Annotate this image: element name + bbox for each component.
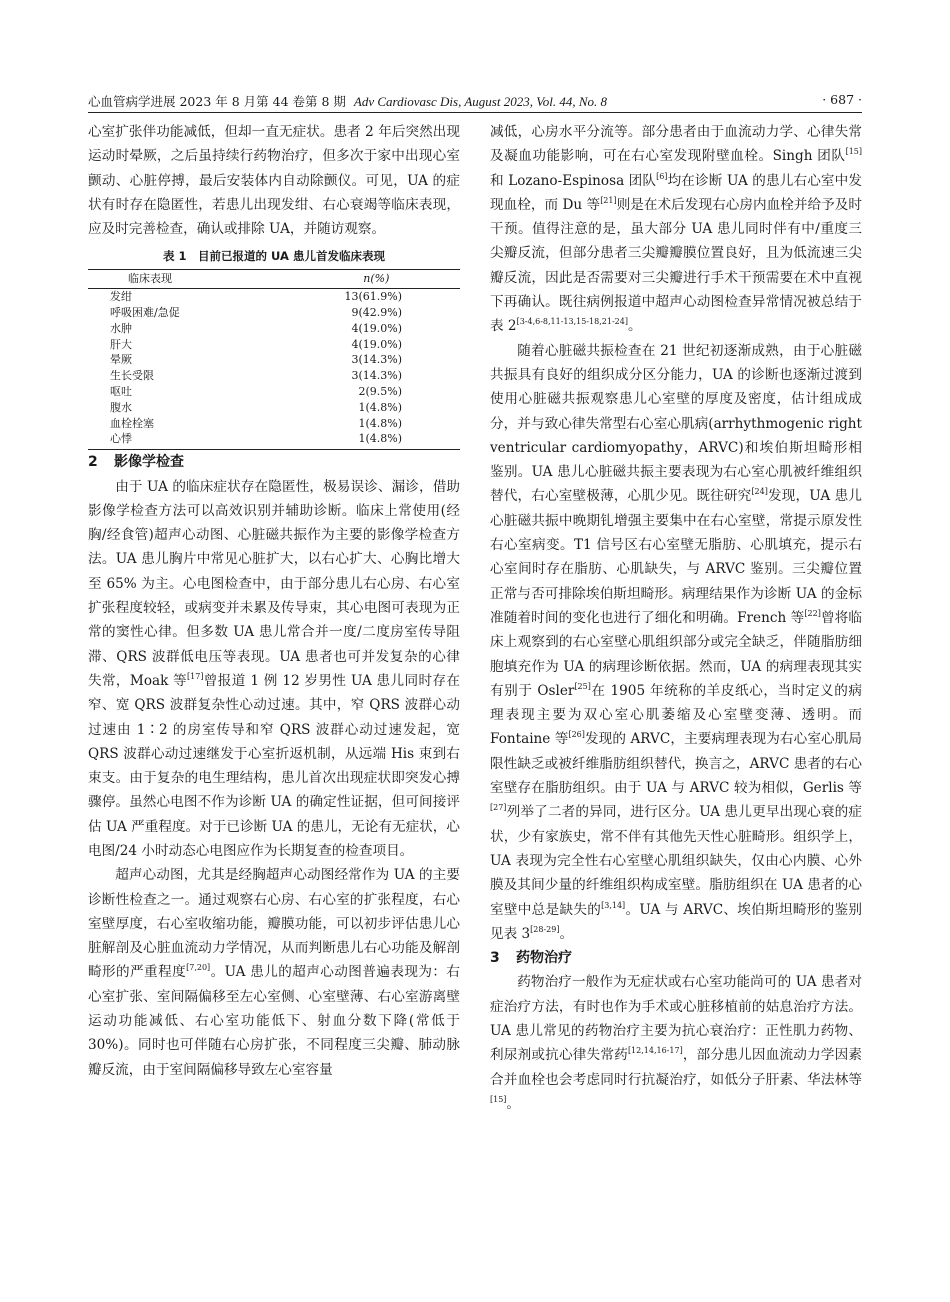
table-row <box>88 400 460 416</box>
table-cell: 呕吐 <box>110 385 132 399</box>
table-row <box>88 384 460 400</box>
table-cell: 4(19.0%) <box>351 321 402 335</box>
section-heading <box>490 946 862 970</box>
text-run: 随着心脏磁共振检查在 21 世纪初逐渐成熟，由于心脏磁共振具有良好的组织成分区分能力，UA 的诊断也逐渐过渡到使用心脏磁共振观察患儿心室壁的厚度及密度，估计组成成分，并与致心律失常型右心室心肌病(arrhythmogenic right ventricular cardiomyopathy，ARVC)和埃伯斯坦畸形相鉴别。UA 患儿心脏磁共振主要表现为右心室心肌被纤维组织替代，右心室壁极薄，心肌少见。既往研究 <box>490 342 862 505</box>
table-cell: 9(42.9%) <box>351 306 402 320</box>
table-cell: 1(4.8%) <box>358 400 402 414</box>
journal-citation <box>88 92 607 110</box>
header-rule <box>88 112 862 113</box>
right-column <box>490 120 862 1116</box>
text-run: 。 <box>506 1095 521 1112</box>
clinical-presentation-table <box>88 269 460 450</box>
citation: [12,14,16-17] <box>627 1046 683 1056</box>
citation: [25] <box>574 681 591 691</box>
citation: [17] <box>187 671 204 681</box>
citation: [3,14] <box>601 900 626 910</box>
table-cell: 4(19.0%) <box>351 337 402 351</box>
text-run: 。UA 患儿的超声心动图普遍表现为：右心室扩张、室间隔偏移至左心室侧、心室壁薄、右心室游离壁运动功能减低、右心室功能低下、射血分数下降(常低于 30%)。同时也可伴随右心房扩张，不同程度三尖瓣、肺动脉瓣反流，由于室间隔偏移导致左心室容量 <box>88 964 460 1078</box>
section-heading <box>88 450 460 474</box>
text-run: 药物治疗一般作为无症状或右心室功能尚可的 UA 患者对症治疗方法，有时也作为手术或心脏移植前的姑息治疗方法。UA 患儿常见的药物治疗主要为抗心衰治疗：正性肌力药物、利尿剂或抗心律失常药 <box>490 974 862 1064</box>
text-run: 减低，心房水平分流等。部分患者由于血流动力学、心律失常及凝血功能影响，可在右心室发现附壁血栓。Singh 团队 <box>490 124 862 165</box>
table-row <box>88 416 460 432</box>
table-row <box>88 337 460 353</box>
paragraph <box>490 339 862 946</box>
text-run: ，部分患儿因血流动力学因素合并血栓也会考虑同时行抗凝治疗，如低分子肝素、华法林等 <box>490 1047 863 1088</box>
text-run: 。UA 与 ARVC、埃伯斯坦畸形的鉴别见表 3 <box>490 901 862 942</box>
table-row <box>88 368 460 384</box>
citation: [24] <box>751 487 768 497</box>
section-title: 影像学检查 <box>114 454 184 471</box>
left-column <box>88 120 460 1082</box>
table-row <box>88 305 460 321</box>
table-cell: 血栓栓塞 <box>110 416 154 430</box>
text-run: 在 1905 年统称的羊皮纸心，当时定义的病理表现主要为双心室心肌萎缩及心室壁变薄、透明。而 Fontaine 等 <box>490 682 862 748</box>
table-cell: 晕厥 <box>110 353 132 367</box>
table-row <box>88 321 460 337</box>
table-cell: 2(9.5%) <box>358 385 402 399</box>
table-cell: 1(4.8%) <box>293 431 460 449</box>
table-cell: 肝大 <box>110 337 132 351</box>
paragraph <box>88 863 460 1082</box>
table-cell: 1(4.8%) <box>358 416 402 430</box>
table-row <box>88 289 460 305</box>
citation: [22] <box>804 608 821 618</box>
table-cell: 13(61.9%) <box>344 290 402 304</box>
section-number: 2 <box>88 454 98 471</box>
citation: [7,20] <box>186 963 211 973</box>
column-header: n(%) <box>293 270 460 289</box>
paragraph <box>490 120 862 339</box>
column-header: 临床表现 <box>88 270 293 289</box>
running-header <box>88 92 862 110</box>
text-run: 均在诊断 UA 的患儿右心室中发现血栓，而 Du 等 <box>490 172 862 213</box>
table-cell: 腹水 <box>110 400 132 414</box>
text-run: 曾报道 1 例 12 岁男性 UA 患儿同时存在窄、宽 QRS 波群复杂性心动过速。其中，窄 QRS 波群心动过速由 1∶2 的房室传导和窄 QRS 波群心动过速发起，宽 QRS 波群心动过速继发于心室折返机制，从远端 His 束到右束支。由于复杂的电生理结构，患儿首次出现症状即突发心搏骤停。虽然心电图不作为诊断 UA 的确定性证据，但可间接评估 UA 严重程度。对于已诊断 UA 的患儿，无论有无症状，心电图/24 小时动态心电图应作为长期复查的检查项目。 <box>88 672 460 859</box>
text-run: 曾将临床上观察到的右心室壁心肌组织部分或完全缺乏，伴随脂肪细胞填充作为 UA 的病理诊断依据。然而，UA 的病理表现其实有别于 Osler <box>490 609 862 699</box>
table-cell: 呼吸困难/急促 <box>110 306 180 320</box>
paragraph <box>88 475 460 864</box>
table-header-row <box>88 270 460 289</box>
text-run: 则是在术后发现右心房内血栓并给予及时干预。值得注意的是，虽大部分 UA 患儿同时伴有中/重度三尖瓣反流，但部分患者三尖瓣瓣膜位置良好，且为低流速三尖瓣反流，因此是否需要对三尖瓣进行手术干预需要在术中直视下再确认。既往病例报道中超声心动图检查异常情况被总结于表 2 <box>490 196 863 335</box>
paragraph: 心室扩张伴功能减低，但却一直无症状。患者 2 年后突然出现运动时晕厥，之后虽持续行药物治疗，但多次于家中出现心室颤动、心脏停搏，最后安装体内自动除颤仪。可见，UA 的症状有时存在隐匿性，若患儿出现发绀、右心衰竭等临床表现，应及时完善检查，确认或排除 UA，并随访观察。 <box>88 124 460 238</box>
citation: [26] <box>568 730 585 740</box>
journal-title-en: Adv Cardiovasc Dis, August 2023, Vol. 44, No. 8 <box>353 94 608 109</box>
paragraph <box>490 970 862 1116</box>
table-cell: 发绀 <box>110 290 132 304</box>
table-cell: 水肿 <box>110 321 132 335</box>
citation: [15] <box>490 1094 507 1104</box>
citation: [21] <box>600 195 617 205</box>
section-number: 3 <box>490 950 500 967</box>
page-number: · 687 · <box>822 92 862 107</box>
text-run: 和 Lozano-Espinosa 团队 <box>490 172 657 189</box>
citation: [15] <box>845 147 862 157</box>
table-cell: 3(14.3%) <box>351 369 402 383</box>
section-title: 药物治疗 <box>516 950 572 967</box>
text-run: 由于 UA 的临床症状存在隐匿性，极易误诊、漏诊，借助影像学检查方法可以高效识别并辅助诊断。临床上常使用(经胸/经食管)超声心动图、心脏磁共振作为主要的影像学检查方法。UA 患儿胸片中常见心脏扩大，以右心扩大、心胸比增大至 65% 为主。心电图检查中，由于部分患儿右心房、右心室扩张程度较轻，或病变并未累及传导束，其心电图可表现为正常的窦性心律。但多数 UA 患儿常合并一度/二度房室传导阻滞、QRS 波群低电压等表现。UA 患者也可并发复杂的心律失常，Moak 等 <box>88 478 460 689</box>
citation: [3-4,6-8,11-13,15-18,21-24] <box>516 317 628 327</box>
text-run: 发现，UA 患儿心脏磁共振中晚期钆增强主要集中在右心室壁，常提示原发性右心室病变。T1 信号区右心室壁无脂肪、心肌填充，提示右心室间时存在脂肪、心肌缺失，与 ARVC 鉴别。三尖瓣位置正常与否可排除埃伯斯坦畸形。病理结果作为诊断 UA 的金标准随着时间的变化也进行了细化和明确。French 等 <box>490 488 862 626</box>
citation: [28-29] <box>530 924 560 934</box>
text-run: 超声心动图，尤其是经胸超声心动图经常作为 UA 的主要诊断性检查之一。通过观察右心房、右心室的扩张程度，右心室壁厚度，右心室收缩功能，瓣膜功能，可以初步评估患儿心脏解剖及心脏血流动力学情况，从而判断患儿右心功能及解剖畸形的严重程度 <box>88 867 460 981</box>
citation: [27] <box>490 803 507 813</box>
text-run: 发现的 ARVC，主要病理表现为右心室心肌局限性缺乏或被纤维脂肪组织替代，换言之，ARVC 患者的右心室壁存在脂肪组织。由于 UA 与 ARVC 较为相似，Gerlis 等 <box>490 731 862 797</box>
table-row <box>88 431 460 449</box>
table-cell: 心悸 <box>88 431 293 449</box>
table-row <box>88 352 460 368</box>
table-cell: 3(14.3%) <box>351 353 402 367</box>
text-run: 列举了二者的异同，进行区分。UA 患儿更早出现心衰的症状，少有家族史，常不伴有其他先天性心脏畸形。组织学上，UA 表现为完全性右心室壁心肌组织缺失，仅由心内膜、心外膜及其间少量的纤维组织构成室壁。脂肪组织在 UA 患者的心室壁中总是缺失的 <box>490 804 862 918</box>
table-caption: 表 1 目前已报道的 UA 患儿首发临床表现 <box>163 249 385 264</box>
citation: [6] <box>656 171 668 181</box>
journal-title-cn: 心血管病学进展 2023 年 8 月第 44 卷第 8 期 <box>88 94 346 109</box>
table-cell: 生长受限 <box>110 369 154 383</box>
text-run: 。 <box>559 925 574 942</box>
text-run: 。 <box>627 318 642 335</box>
